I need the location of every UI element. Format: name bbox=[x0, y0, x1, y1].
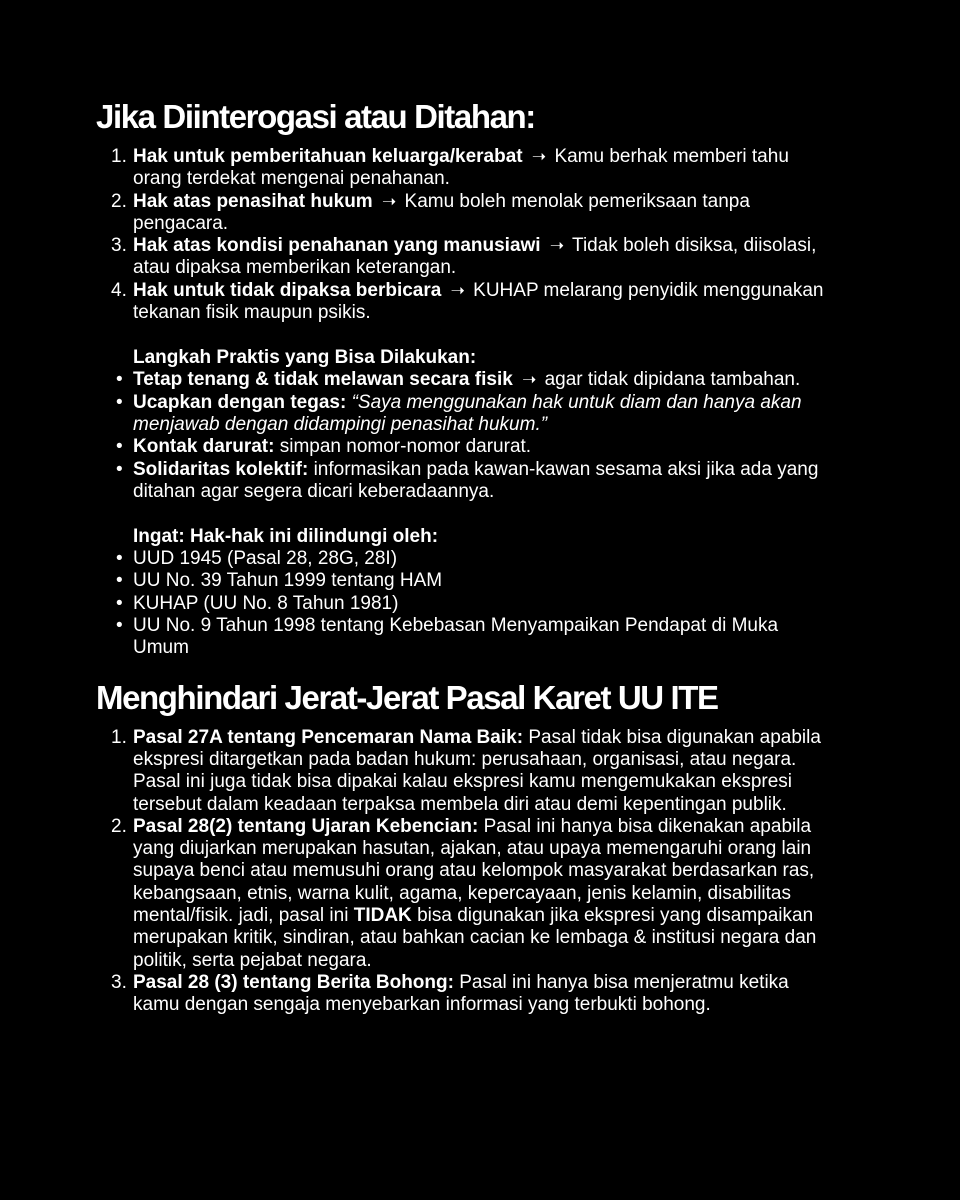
list-number: 2. bbox=[111, 815, 127, 837]
right-title: Hak atas penasihat hukum bbox=[133, 190, 373, 212]
right-description: Kamu boleh menolak pemeriksaan tanpa pengacara. bbox=[133, 190, 750, 234]
detention-right-item bbox=[96, 146, 836, 191]
law-reference: UU No. 39 Tahun 1999 tentang HAM bbox=[133, 570, 443, 592]
article-description: Pasal ini hanya bisa menjeratmu ketika kamu dengan sengaja menyebarkan informasi yang terbukti bohong. bbox=[133, 971, 789, 1016]
bullet-icon: • bbox=[116, 436, 123, 458]
arrow-icon: ➝ bbox=[522, 370, 537, 391]
bullet-icon: • bbox=[116, 369, 123, 391]
practical-step-item bbox=[96, 369, 836, 391]
right-title: Hak untuk tidak dipaksa berbicara bbox=[133, 279, 442, 301]
step-title: Solidaritas kolektif: bbox=[133, 458, 309, 480]
step-description: agar tidak dipidana tambahan. bbox=[544, 369, 801, 391]
list-number: 1. bbox=[111, 146, 127, 167]
right-description: KUHAP melarang penyidik menggunakan tekanan fisik maupun psikis. bbox=[133, 279, 824, 324]
ite-section-title: Menghindari Jerat-Jerat Pasal Karet UU ITE bbox=[96, 678, 718, 716]
practical-step-item bbox=[96, 436, 836, 458]
article-title: Pasal 28 (3) tentang Berita Bohong: bbox=[133, 971, 454, 993]
detention-right-item bbox=[96, 191, 836, 236]
step-title: Ucapkan dengan tegas: bbox=[133, 391, 347, 413]
step-title: Tetap tenang & tidak melawan secara fisik bbox=[133, 369, 513, 391]
law-reference: UU No. 9 Tahun 1998 tentang Kebebasan Menyampaikan Pendapat di Muka Umum bbox=[133, 615, 779, 659]
arrow-icon: ➝ bbox=[450, 280, 465, 301]
article-title: Pasal 27A tentang Pencemaran Nama Baik: bbox=[133, 726, 524, 748]
legal-basis-item bbox=[96, 615, 836, 660]
bullet-icon: • bbox=[116, 391, 123, 413]
arrow-icon: ➝ bbox=[381, 191, 397, 212]
list-number: 2. bbox=[111, 190, 127, 212]
right-description: Kamu berhak memberi tahu orang terdekat mengenai penahanan. bbox=[133, 146, 789, 190]
list-number: 3. bbox=[111, 235, 127, 257]
bullet-icon: • bbox=[116, 458, 123, 480]
practical-steps-list bbox=[96, 369, 836, 503]
ite-article-item bbox=[96, 816, 836, 972]
bullet-icon: • bbox=[116, 615, 123, 637]
bullet-icon: • bbox=[116, 570, 123, 592]
legal-basis-heading: Ingat: Hak-hak ini dilindungi oleh: bbox=[133, 526, 439, 548]
practical-steps-heading: Langkah Praktis yang Bisa Dilakukan: bbox=[133, 347, 477, 369]
practical-step-item bbox=[96, 392, 836, 437]
step-description: simpan nomor-nomor darurat. bbox=[279, 436, 532, 458]
step-description: informasikan pada kawan-kawan sesama aksi jika ada yang ditahan agar segera dicari keberadaannya. bbox=[133, 458, 819, 502]
legal-basis-item bbox=[96, 548, 836, 570]
ite-article-item bbox=[96, 727, 836, 816]
article-title: Pasal 28(2) tentang Ujaran Kebencian: bbox=[133, 815, 479, 837]
list-number: 4. bbox=[111, 279, 127, 301]
arrow-icon: ➝ bbox=[549, 236, 565, 257]
practical-step-item bbox=[96, 459, 836, 504]
law-reference: UUD 1945 (Pasal 28, 28G, 28I) bbox=[133, 548, 398, 570]
right-description: Tidak boleh disiksa, diisolasi, atau dipaksa memberikan keterangan. bbox=[133, 235, 817, 279]
step-title: Kontak darurat: bbox=[133, 436, 275, 458]
arrow-icon: ➝ bbox=[531, 147, 547, 167]
detention-right-item bbox=[96, 280, 836, 325]
legal-basis-list bbox=[96, 548, 836, 659]
legal-basis-item bbox=[96, 570, 836, 592]
legal-basis-item bbox=[96, 593, 836, 615]
article-description: Pasal tidak bisa digunakan apabila ekspresi ditargetkan pada badan hukum: perusahaan, organisasi, atau negara. Pasal ini juga tidak bisa dipakai kalau ekspresi kamu mengemukakan ekspresi tersebut dalam keadaan terpaksa membela diri atau demi kepentingan publik. bbox=[133, 726, 821, 815]
list-number: 1. bbox=[111, 726, 127, 748]
detention-rights-list bbox=[96, 146, 836, 324]
article-description: Pasal ini hanya bisa dikenakan apabila yang diujarkan merupakan hasutan, ajakan, atau upaya memengaruhi orang lain supaya benci atau memusuhi orang atau kelompok masyarakat berdasarkan ras, kebangsaan, etnis, warna kulit, agama, kepercayaan, jenis kelamin, disabilitas mental/fisik. jadi, pasal ini bbox=[133, 815, 815, 927]
emphasis-text: TIDAK bbox=[353, 905, 412, 927]
article-description-continued: bisa digunakan jika ekspresi yang disampaikan merupakan kritik, sindiran, atau bahkan cacian ke lembaga & institusi negara dan politik, serta pejabat negara. bbox=[133, 905, 817, 971]
step-quote: “Saya menggunakan hak untuk diam dan hanya akan menjawab dengan didampingi penasihat hukum.” bbox=[133, 391, 802, 435]
document-content bbox=[96, 97, 836, 1017]
list-number: 3. bbox=[111, 971, 127, 993]
ite-article-item bbox=[96, 972, 836, 1017]
bullet-icon: • bbox=[116, 592, 123, 614]
ite-articles-list bbox=[96, 727, 836, 1017]
law-reference: KUHAP (UU No. 8 Tahun 1981) bbox=[133, 592, 399, 614]
bullet-icon: • bbox=[116, 548, 123, 570]
right-title: Hak atas kondisi penahanan yang manusiawi bbox=[133, 235, 541, 257]
detention-right-item bbox=[96, 235, 836, 280]
right-title: Hak untuk pemberitahuan keluarga/kerabat bbox=[133, 146, 523, 167]
detention-section-title: Jika Diinterogasi atau Ditahan: bbox=[96, 98, 535, 135]
